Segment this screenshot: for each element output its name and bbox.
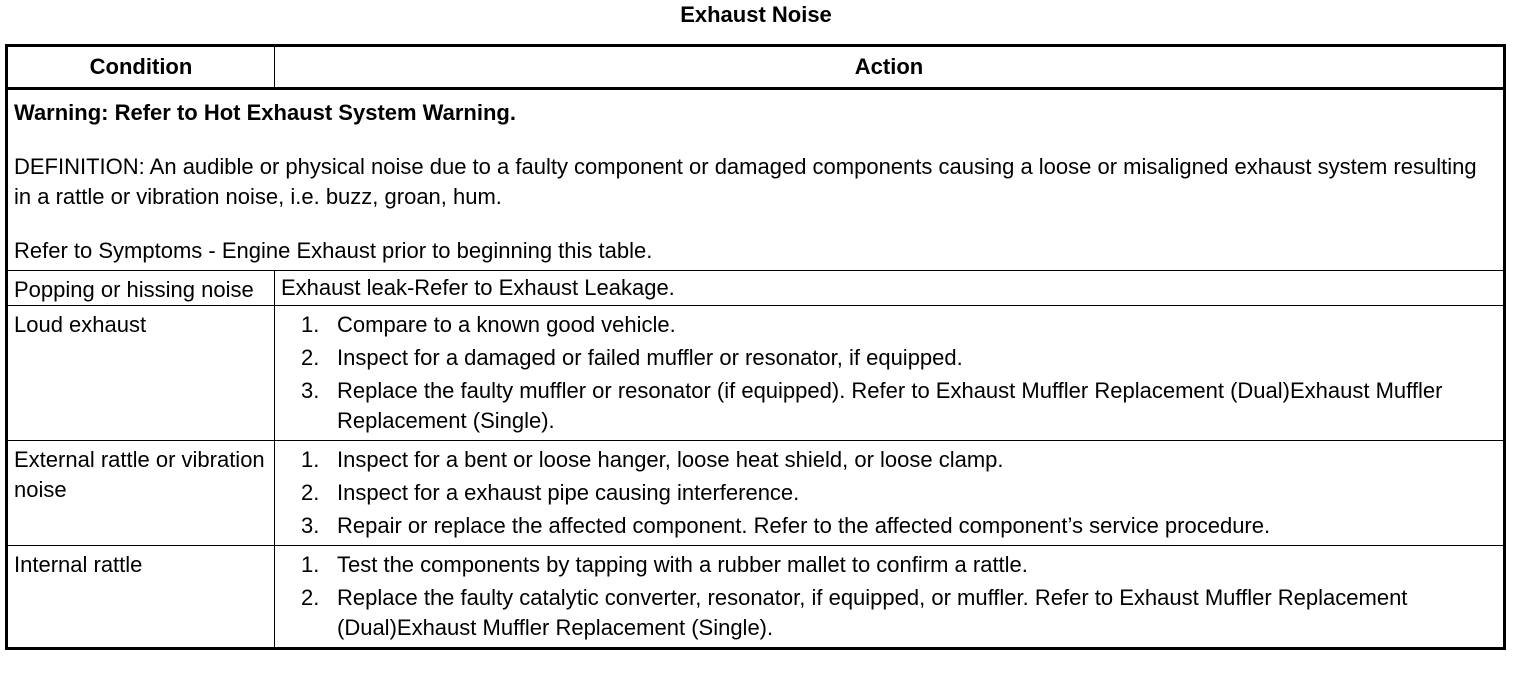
- action-step: [301, 343, 1497, 373]
- step-text: Inspect for a damaged or failed muffler or resonator, if equipped.: [337, 345, 963, 370]
- condition-cell: Loud exhaust: [7, 306, 275, 441]
- reference-text: Refer to Symptoms - Engine Exhaust prior to beginning this table.: [14, 238, 653, 263]
- table-header-row: [7, 46, 1505, 89]
- table-row: [7, 546, 1505, 649]
- action-step: [301, 376, 1497, 436]
- condition-header: Condition: [7, 46, 275, 89]
- action-steps: [281, 546, 1497, 647]
- condition-cell: External rattle or vibration noise: [7, 441, 275, 546]
- step-number: 3.: [301, 378, 320, 403]
- step-number: 3.: [301, 513, 320, 538]
- table-row: [7, 441, 1505, 546]
- step-text: Inspect for a exhaust pipe causing interference.: [337, 480, 800, 505]
- step-number: 2.: [301, 585, 320, 610]
- step-text: Compare to a known good vehicle.: [337, 312, 676, 337]
- condition-cell: Popping or hissing noise: [7, 271, 275, 306]
- step-text: Replace the faulty muffler or resonator (if equipped). Refer to Exhaust Muffler Replacement (Dual)Exhaust Muffler Replacement (Single).: [337, 378, 1443, 433]
- action-step: [301, 445, 1497, 475]
- action-cell: [275, 306, 1505, 441]
- warning-text: Warning: Refer to Hot Exhaust System Warning.: [14, 100, 516, 125]
- action-step: [301, 310, 1497, 340]
- action-step: [301, 550, 1497, 580]
- step-text: Test the components by tapping with a rubber mallet to confirm a rattle.: [337, 552, 1028, 577]
- step-number: 1.: [301, 447, 320, 472]
- definition-text: DEFINITION: An audible or physical noise due to a faulty component or damaged components causing a loose or misaligned exhaust system resulting in a rattle or vibration noise, i.e. buzz, groan, hum.: [14, 154, 1477, 209]
- document-title: Exhaust Noise: [680, 2, 832, 27]
- action-cell: [275, 441, 1505, 546]
- table-row: [7, 271, 1505, 306]
- step-number: 2.: [301, 480, 320, 505]
- condition-cell: Internal rattle: [7, 546, 275, 649]
- action-step: [301, 511, 1497, 541]
- step-text: Repair or replace the affected component. Refer to the affected component’s service procedure.: [337, 513, 1271, 538]
- step-number: 1.: [301, 312, 320, 337]
- action-steps: [281, 441, 1497, 545]
- action-header: Action: [275, 46, 1505, 89]
- action-steps: [281, 306, 1497, 440]
- step-text: Inspect for a bent or loose hanger, loose heat shield, or loose clamp.: [337, 447, 1004, 472]
- action-cell: [275, 546, 1505, 649]
- action-cell: Exhaust leak-Refer to Exhaust Leakage.: [275, 271, 1505, 306]
- table-row: [7, 306, 1505, 441]
- intro-row: [7, 89, 1505, 271]
- action-step: [301, 583, 1497, 643]
- intro-cell: [7, 89, 1505, 271]
- step-text: Replace the faulty catalytic converter, resonator, if equipped, or muffler. Refer to Exhaust Muffler Replacement (Dual)Exhaust Muffler Replacement (Single).: [337, 585, 1408, 640]
- action-step: [301, 478, 1497, 508]
- step-number: 1.: [301, 552, 320, 577]
- diagnostic-table: [5, 44, 1506, 650]
- step-number: 2.: [301, 345, 320, 370]
